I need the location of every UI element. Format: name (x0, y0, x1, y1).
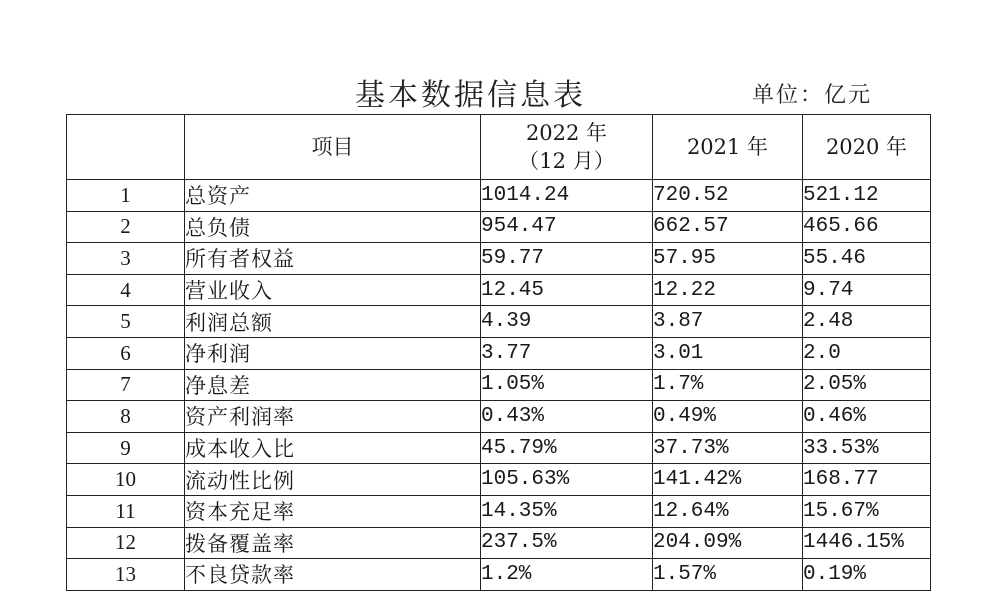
table-row (67, 495, 931, 527)
header-2022-month: （12 月） (518, 149, 615, 173)
row-value-2021: 204.09% (653, 527, 803, 559)
table-row (67, 337, 931, 369)
row-value-2022: 14.35% (481, 495, 653, 527)
table-header-row (67, 115, 931, 180)
row-value-2020: 2.48 (803, 306, 931, 338)
row-value-2022: 59.77 (481, 243, 653, 275)
row-item-name: 资本充足率 (185, 495, 481, 527)
row-value-2021: 12.22 (653, 274, 803, 306)
table-row (67, 464, 931, 496)
table-row (67, 243, 931, 275)
row-value-2022: 1014.24 (481, 180, 653, 212)
document-title: 基本数据信息表 (355, 78, 586, 113)
table-row (67, 401, 931, 433)
row-value-2022: 105.63% (481, 464, 653, 496)
header-2020: 2020 年 (803, 115, 931, 180)
row-value-2022: 1.05% (481, 369, 653, 401)
row-item-name: 成本收入比 (185, 432, 481, 464)
table-row (67, 306, 931, 338)
row-value-2022: 954.47 (481, 211, 653, 243)
row-item-name: 拨备覆盖率 (185, 527, 481, 559)
row-index: 7 (67, 369, 185, 401)
row-value-2020: 55.46 (803, 243, 931, 275)
row-item-name: 所有者权益 (185, 243, 481, 275)
row-value-2021: 57.95 (653, 243, 803, 275)
header-2021: 2021 年 (653, 115, 803, 180)
row-item-name: 总负债 (185, 211, 481, 243)
table-row (67, 211, 931, 243)
row-index: 1 (67, 180, 185, 212)
row-value-2021: 662.57 (653, 211, 803, 243)
table-row (67, 274, 931, 306)
row-value-2022: 45.79% (481, 432, 653, 464)
row-value-2020: 521.12 (803, 180, 931, 212)
header-2022-year: 2022 年 (525, 121, 608, 145)
row-index: 5 (67, 306, 185, 338)
row-index: 6 (67, 337, 185, 369)
row-value-2022: 1.2% (481, 559, 653, 591)
table-row (67, 432, 931, 464)
row-value-2020: 0.19% (803, 559, 931, 591)
row-value-2020: 1446.15% (803, 527, 931, 559)
row-value-2021: 0.49% (653, 401, 803, 433)
row-item-name: 净息差 (185, 369, 481, 401)
table-row (67, 369, 931, 401)
row-index: 4 (67, 274, 185, 306)
header-2022 (481, 115, 653, 180)
row-value-2021: 141.42% (653, 464, 803, 496)
row-value-2021: 3.01 (653, 337, 803, 369)
row-item-name: 营业收入 (185, 274, 481, 306)
row-value-2021: 12.64% (653, 495, 803, 527)
unit-label: 单位：亿元 (752, 83, 873, 108)
row-value-2021: 1.57% (653, 559, 803, 591)
row-item-name: 不良贷款率 (185, 559, 481, 591)
row-item-name: 利润总额 (185, 306, 481, 338)
row-index: 10 (67, 464, 185, 496)
row-value-2022: 237.5% (481, 527, 653, 559)
row-index: 12 (67, 527, 185, 559)
row-value-2020: 33.53% (803, 432, 931, 464)
row-index: 11 (67, 495, 185, 527)
row-value-2020: 2.05% (803, 369, 931, 401)
row-value-2020: 15.67% (803, 495, 931, 527)
row-value-2022: 4.39 (481, 306, 653, 338)
row-item-name: 净利润 (185, 337, 481, 369)
row-index: 3 (67, 243, 185, 275)
row-value-2022: 3.77 (481, 337, 653, 369)
row-item-name: 总资产 (185, 180, 481, 212)
row-value-2020: 0.46% (803, 401, 931, 433)
row-value-2022: 0.43% (481, 401, 653, 433)
row-value-2022: 12.45 (481, 274, 653, 306)
row-index: 8 (67, 401, 185, 433)
row-value-2021: 37.73% (653, 432, 803, 464)
row-value-2020: 9.74 (803, 274, 931, 306)
row-value-2021: 3.87 (653, 306, 803, 338)
header-index (67, 115, 185, 180)
header-item: 项目 (185, 115, 481, 180)
row-index: 13 (67, 559, 185, 591)
row-value-2020: 168.77 (803, 464, 931, 496)
basic-data-table (66, 114, 931, 591)
row-value-2020: 465.66 (803, 211, 931, 243)
row-index: 2 (67, 211, 185, 243)
row-item-name: 流动性比例 (185, 464, 481, 496)
table-row (67, 180, 931, 212)
row-item-name: 资产利润率 (185, 401, 481, 433)
row-value-2020: 2.0 (803, 337, 931, 369)
row-value-2021: 1.7% (653, 369, 803, 401)
table-row (67, 559, 931, 591)
row-value-2021: 720.52 (653, 180, 803, 212)
row-index: 9 (67, 432, 185, 464)
table-row (67, 527, 931, 559)
